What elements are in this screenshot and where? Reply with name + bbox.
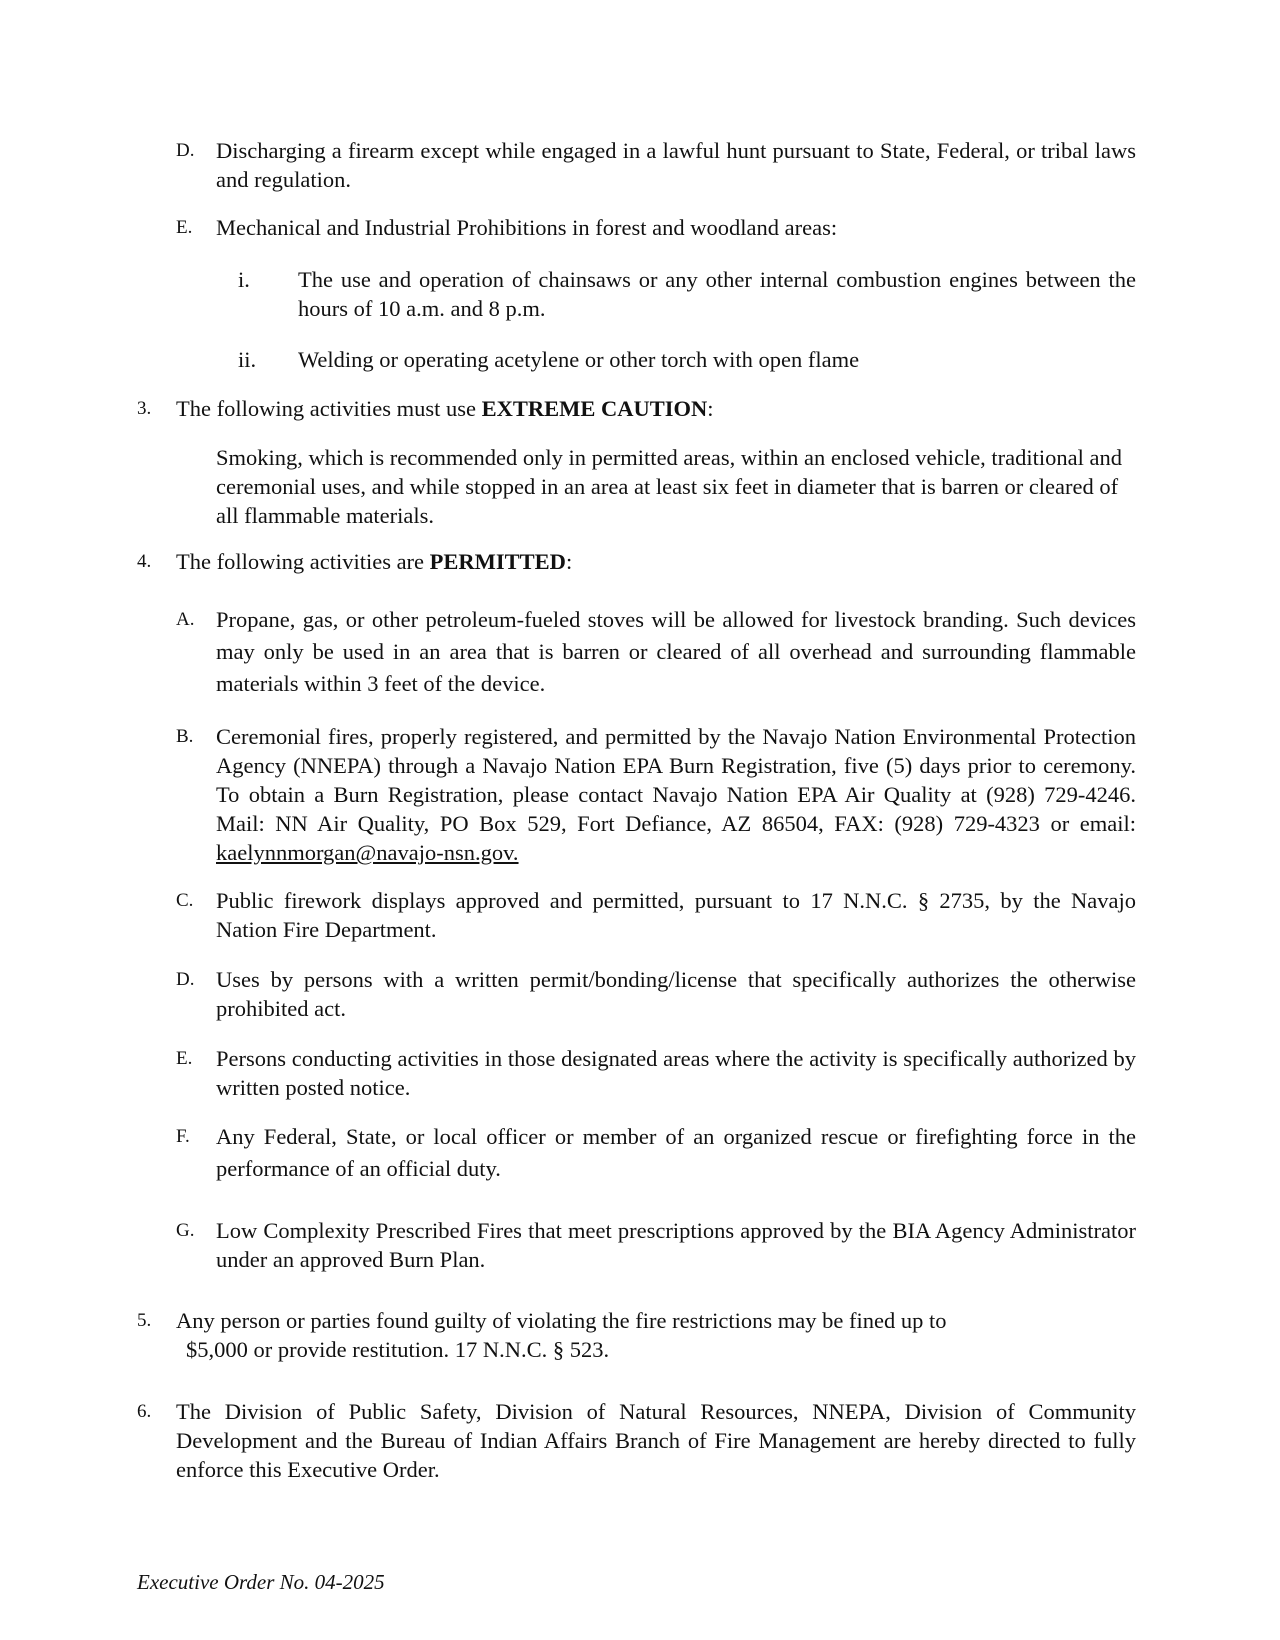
list-item-text: The Division of Public Safety, Division of Natural Resources, NNEPA, Division of Community Development and the Bureau of Indian Affairs Branch of Fire Management are hereby directed to fully enforce this Executive Order. bbox=[176, 1399, 1136, 1482]
list-marker: G. bbox=[176, 1220, 195, 1241]
numbered-item-5 bbox=[137, 1306, 1136, 1364]
item-line-2: $5,000 or provide restitution. 17 N.N.C. § 523. bbox=[186, 1337, 610, 1362]
list-item-text: Persons conducting activities in those designated areas where the activity is specifically authorized by written posted notice. bbox=[216, 1046, 1136, 1100]
list-item-text bbox=[176, 394, 1136, 423]
list-marker: E. bbox=[176, 1048, 193, 1069]
emphasis-text: PERMITTED bbox=[429, 549, 566, 574]
permitted-item-f bbox=[176, 1121, 1136, 1185]
contact-email-link[interactable]: kaelynnmorgan@navajo-nsn.gov. bbox=[216, 840, 519, 865]
lead-text: The following activities must use bbox=[176, 396, 482, 421]
trail-text: : bbox=[565, 549, 573, 574]
numbered-item-3 bbox=[137, 394, 1136, 423]
list-item-text: The use and operation of chainsaws or any other internal combustion engines between the hours of 10 a.m. and 8 p.m. bbox=[298, 267, 1136, 321]
list-marker: 6. bbox=[137, 1401, 152, 1422]
list-marker: A. bbox=[176, 609, 195, 630]
list-item-text: Welding or operating acetylene or other torch with open flame bbox=[298, 347, 860, 372]
list-item-text: Mechanical and Industrial Prohibitions in forest and woodland areas: bbox=[216, 215, 838, 240]
trail-text: : bbox=[707, 396, 714, 421]
lead-text: The following activities are bbox=[176, 549, 430, 574]
list-item-text bbox=[216, 722, 1136, 867]
sub-item-i bbox=[238, 265, 1136, 323]
list-item-text: Uses by persons with a written permit/bonding/license that specifically authorizes the otherwise prohibited act. bbox=[216, 967, 1136, 1021]
item-body-text: Ceremonial fires, properly registered, and permitted by the Navajo Nation Environmental Protection Agency (NNEPA) through a Navajo Nation EPA Burn Registration, five (5) days prior to ceremony. To obtain a Burn Registration, please contact Navajo Nation EPA Air Quality at (928) 729-4246. Mail: NN Air Quality, PO Box 529, Fort Defiance, AZ 86504, FAX: (928) 729-4323 or email: bbox=[216, 724, 1136, 836]
list-marker: F. bbox=[176, 1126, 190, 1147]
list-marker: C. bbox=[176, 890, 194, 911]
permitted-item-g bbox=[176, 1216, 1136, 1274]
list-marker: 4. bbox=[137, 551, 152, 572]
list-item-e-mechanical bbox=[176, 213, 1136, 242]
permitted-item-a bbox=[176, 604, 1136, 700]
list-marker: B. bbox=[176, 726, 194, 747]
list-item-text: Discharging a firearm except while engaged in a lawful hunt pursuant to State, Federal, or tribal laws and regulation. bbox=[216, 138, 1136, 192]
permitted-item-c bbox=[176, 886, 1136, 944]
item-line-1: Any person or parties found guilty of violating the fire restrictions may be fined up to bbox=[176, 1308, 947, 1333]
document-footer: Executive Order No. 04-2025 bbox=[137, 1570, 385, 1594]
permitted-item-e bbox=[176, 1044, 1136, 1102]
list-item-text: Propane, gas, or other petroleum-fueled stoves will be allowed for livestock branding. Such devices may only be used in an area that is barren or cleared of all overhead and surrounding flammable materials within 3 feet of the device. bbox=[216, 607, 1136, 696]
caution-paragraph: Smoking, which is recommended only in permitted areas, within an enclosed vehicle, traditional and ceremonial uses, and while stopped in an area at least six feet in diameter that is barren or cleared of all flammable materials. bbox=[216, 445, 1123, 528]
emphasis-text: EXTREME CAUTION bbox=[481, 396, 708, 421]
permitted-item-d bbox=[176, 965, 1136, 1023]
list-item-text: Any Federal, State, or local officer or member of an organized rescue or firefighting force in the performance of an official duty. bbox=[216, 1124, 1136, 1181]
list-item-text: Low Complexity Prescribed Fires that meet prescriptions approved by the BIA Agency Administrator under an approved Burn Plan. bbox=[216, 1218, 1136, 1272]
list-marker: 3. bbox=[137, 398, 152, 419]
list-marker: D. bbox=[176, 969, 195, 990]
list-item-text: Public firework displays approved and permitted, pursuant to 17 N.N.C. § 2735, by the Navajo Nation Fire Department. bbox=[216, 888, 1136, 942]
sub-item-ii bbox=[238, 345, 1136, 374]
list-marker: ii. bbox=[238, 347, 257, 372]
list-marker: D. bbox=[176, 140, 195, 161]
list-item-text bbox=[176, 547, 1136, 576]
numbered-item-4 bbox=[137, 547, 1136, 576]
permitted-item-b bbox=[176, 722, 1136, 867]
list-item-d-firearm bbox=[176, 136, 1136, 194]
list-marker: 5. bbox=[137, 1310, 152, 1331]
numbered-item-6 bbox=[137, 1397, 1136, 1484]
list-item-text bbox=[176, 1306, 1136, 1364]
list-marker: i. bbox=[238, 267, 250, 292]
list-marker: E. bbox=[176, 217, 193, 238]
